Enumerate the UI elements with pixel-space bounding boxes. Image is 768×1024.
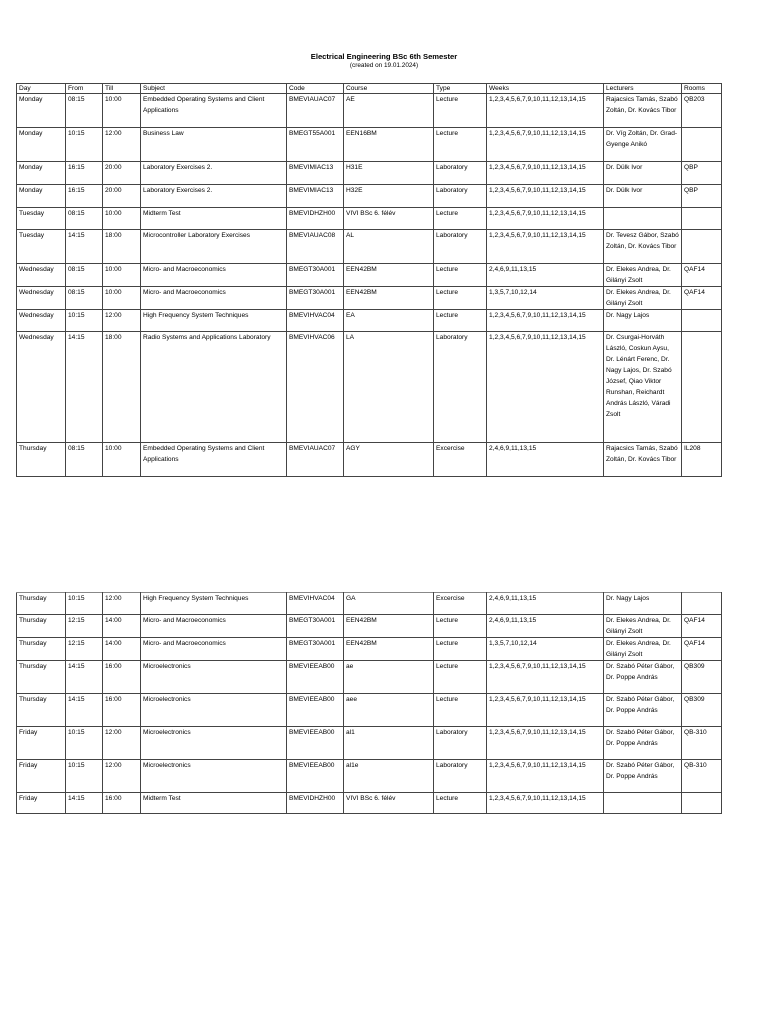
- cell-lecturers: Dr. Víg Zoltán, Dr. Grad-Gyenge Anikó: [604, 128, 682, 162]
- cell-subject: Micro- and Macroeconomics: [141, 287, 287, 310]
- cell-lecturers: Dr. Csurgai-Horváth László, Coskun Aysu, Dr. Lénárt Ferenc, Dr. Nagy Lajos, Dr. Szabó József, Qiao Viktor Runshan, Reichardt András László, Váradi Zsolt: [604, 332, 682, 443]
- cell-code: BMEVIEEAB00: [287, 694, 344, 727]
- cell-from: 10:15: [66, 727, 103, 760]
- cell-lecturers: [604, 208, 682, 230]
- header-subject: Subject: [141, 84, 287, 94]
- cell-course: EEN42BM: [344, 264, 434, 287]
- cell-till: 16:00: [103, 661, 141, 694]
- cell-subject: Microelectronics: [141, 727, 287, 760]
- header-lecturers: Lecturers: [604, 84, 682, 94]
- header-weeks: Weeks: [487, 84, 604, 94]
- cell-course: H31E: [344, 162, 434, 185]
- cell-subject: Radio Systems and Applications Laboratory: [141, 332, 287, 443]
- cell-rooms: QB309: [682, 694, 722, 727]
- cell-code: BMEVIMIAC13: [287, 162, 344, 185]
- cell-from: 14:15: [66, 694, 103, 727]
- cell-weeks: 1,2,3,4,5,6,7,9,10,11,12,13,14,15: [487, 727, 604, 760]
- cell-code: BMEVIAUAC08: [287, 230, 344, 264]
- cell-course: ae: [344, 661, 434, 694]
- cell-code: BMEVIDHZH00: [287, 793, 344, 814]
- cell-day: Friday: [17, 727, 66, 760]
- cell-lecturers: Dr. Szabó Péter Gábor, Dr. Poppe András: [604, 661, 682, 694]
- table-row: [17, 694, 722, 727]
- cell-weeks: 1,2,3,4,5,6,7,9,10,11,12,13,14,15: [487, 310, 604, 332]
- cell-day: Wednesday: [17, 264, 66, 287]
- cell-till: 10:00: [103, 287, 141, 310]
- cell-rooms: QB-310: [682, 760, 722, 793]
- cell-lecturers: Dr. Elekes Andrea, Dr. Gilányi Zsolt: [604, 615, 682, 638]
- cell-rooms: IL208: [682, 443, 722, 477]
- cell-subject: Embedded Operating Systems and Client Applications: [141, 443, 287, 477]
- cell-lecturers: Dr. Elekes Andrea, Dr. Gilányi Zsolt: [604, 287, 682, 310]
- cell-course: VIVI BSc 6. félév: [344, 208, 434, 230]
- cell-day: Wednesday: [17, 310, 66, 332]
- cell-type: Lecture: [434, 208, 487, 230]
- cell-from: 16:15: [66, 162, 103, 185]
- cell-day: Monday: [17, 94, 66, 128]
- cell-course: AL: [344, 230, 434, 264]
- cell-from: 10:15: [66, 128, 103, 162]
- cell-type: Lecture: [434, 287, 487, 310]
- cell-type: Laboratory: [434, 230, 487, 264]
- document-subtitle: (created on 19.01.2024): [349, 62, 419, 69]
- cell-rooms: [682, 310, 722, 332]
- table-row: [17, 332, 722, 443]
- cell-lecturers: Rajacsics Tamás, Szabó Zoltán, Dr. Kovács Tibor: [604, 94, 682, 128]
- cell-lecturers: [604, 793, 682, 814]
- cell-code: BMEGT30A001: [287, 638, 344, 661]
- cell-lecturers: Dr. Tevesz Gábor, Szabó Zoltán, Dr. Kovács Tibor: [604, 230, 682, 264]
- cell-rooms: [682, 593, 722, 615]
- cell-day: Thursday: [17, 615, 66, 638]
- cell-type: Lecture: [434, 638, 487, 661]
- cell-from: 14:15: [66, 332, 103, 443]
- cell-subject: Midterm Test: [141, 208, 287, 230]
- cell-from: 08:15: [66, 264, 103, 287]
- cell-till: 10:00: [103, 264, 141, 287]
- cell-subject: Midterm Test: [141, 793, 287, 814]
- cell-till: 18:00: [103, 230, 141, 264]
- table-body-page-2: [17, 593, 722, 814]
- cell-course: H32E: [344, 185, 434, 208]
- cell-code: BMEVIEEAB00: [287, 661, 344, 694]
- cell-rooms: QB203: [682, 94, 722, 128]
- cell-day: Friday: [17, 793, 66, 814]
- cell-subject: Micro- and Macroeconomics: [141, 615, 287, 638]
- cell-course: LA: [344, 332, 434, 443]
- cell-day: Monday: [17, 185, 66, 208]
- cell-weeks: 1,2,3,4,5,6,7,9,10,11,12,13,14,15: [487, 185, 604, 208]
- cell-from: 14:15: [66, 793, 103, 814]
- cell-course: aee: [344, 694, 434, 727]
- cell-till: 12:00: [103, 593, 141, 615]
- cell-lecturers: Dr. Szabó Péter Gábor, Dr. Poppe András: [604, 694, 682, 727]
- cell-subject: Microelectronics: [141, 760, 287, 793]
- cell-code: BMEVIDHZH00: [287, 208, 344, 230]
- schedule-table-page-1: [16, 83, 722, 477]
- table-row: [17, 185, 722, 208]
- cell-type: Lecture: [434, 793, 487, 814]
- cell-day: Friday: [17, 760, 66, 793]
- cell-subject: High Frequency System Techniques: [141, 593, 287, 615]
- cell-from: 16:15: [66, 185, 103, 208]
- cell-course: GA: [344, 593, 434, 615]
- cell-from: 14:15: [66, 230, 103, 264]
- cell-course: AE: [344, 94, 434, 128]
- cell-weeks: 1,2,3,4,5,6,7,9,10,11,12,13,14,15: [487, 128, 604, 162]
- cell-subject: Microcontroller Laboratory Exercises: [141, 230, 287, 264]
- cell-code: BMEVIMIAC13: [287, 185, 344, 208]
- cell-till: 12:00: [103, 128, 141, 162]
- cell-type: Lecture: [434, 615, 487, 638]
- header-type: Type: [434, 84, 487, 94]
- cell-till: 14:00: [103, 615, 141, 638]
- cell-rooms: QAF14: [682, 638, 722, 661]
- cell-weeks: 1,2,3,4,5,6,7,9,10,11,12,13,14,15: [487, 694, 604, 727]
- cell-till: 16:00: [103, 793, 141, 814]
- table-row: [17, 727, 722, 760]
- cell-subject: Embedded Operating Systems and Client Applications: [141, 94, 287, 128]
- cell-subject: High Frequency System Techniques: [141, 310, 287, 332]
- cell-course: AGY: [344, 443, 434, 477]
- cell-subject: Micro- and Macroeconomics: [141, 264, 287, 287]
- cell-till: 20:00: [103, 162, 141, 185]
- cell-code: BMEGT30A001: [287, 264, 344, 287]
- cell-till: 14:00: [103, 638, 141, 661]
- cell-code: BMEVIEEAB00: [287, 727, 344, 760]
- cell-course: EEN42BM: [344, 615, 434, 638]
- cell-from: 10:15: [66, 593, 103, 615]
- cell-rooms: QBP: [682, 162, 722, 185]
- cell-weeks: 1,2,3,4,5,6,7,9,10,11,12,13,14,15: [487, 793, 604, 814]
- cell-rooms: [682, 208, 722, 230]
- table-row: [17, 760, 722, 793]
- cell-course: VIVI BSc 6. félév: [344, 793, 434, 814]
- header-course: Course: [344, 84, 434, 94]
- cell-till: 10:00: [103, 208, 141, 230]
- cell-lecturers: Dr. Nagy Lajos: [604, 593, 682, 615]
- cell-weeks: 1,2,3,4,5,6,7,9,10,11,12,13,14,15: [487, 162, 604, 185]
- cell-from: 08:15: [66, 94, 103, 128]
- cell-weeks: 1,2,3,4,5,6,7,9,10,11,12,13,14,15: [487, 760, 604, 793]
- cell-rooms: [682, 332, 722, 443]
- cell-rooms: QAF14: [682, 264, 722, 287]
- cell-from: 10:15: [66, 760, 103, 793]
- header-till: Till: [103, 84, 141, 94]
- cell-type: Lecture: [434, 694, 487, 727]
- cell-subject: Laboratory Exercises 2.: [141, 162, 287, 185]
- cell-course: EEN42BM: [344, 287, 434, 310]
- cell-lecturers: Dr. Szabó Péter Gábor, Dr. Poppe András: [604, 727, 682, 760]
- cell-type: Laboratory: [434, 162, 487, 185]
- cell-lecturers: Dr. Szabó Péter Gábor, Dr. Poppe András: [604, 760, 682, 793]
- cell-rooms: [682, 793, 722, 814]
- cell-type: Laboratory: [434, 727, 487, 760]
- cell-rooms: QB309: [682, 661, 722, 694]
- cell-day: Thursday: [17, 661, 66, 694]
- table-body-page-1: [17, 94, 722, 477]
- cell-code: BMEVIAUAC07: [287, 443, 344, 477]
- cell-rooms: QBP: [682, 185, 722, 208]
- cell-till: 10:00: [103, 443, 141, 477]
- cell-type: Lecture: [434, 264, 487, 287]
- cell-lecturers: Dr. Elekes Andrea, Dr. Gilányi Zsolt: [604, 264, 682, 287]
- cell-till: 18:00: [103, 332, 141, 443]
- cell-weeks: 2,4,6,9,11,13,15: [487, 593, 604, 615]
- cell-type: Laboratory: [434, 185, 487, 208]
- table-header-row: [17, 84, 722, 94]
- cell-rooms: QB-310: [682, 727, 722, 760]
- cell-day: Monday: [17, 162, 66, 185]
- cell-lecturers: Dr. Dülk Ivor: [604, 162, 682, 185]
- cell-day: Wednesday: [17, 287, 66, 310]
- cell-day: Thursday: [17, 593, 66, 615]
- table-row: [17, 615, 722, 638]
- header-from: From: [66, 84, 103, 94]
- table-row: [17, 128, 722, 162]
- cell-rooms: [682, 230, 722, 264]
- cell-course: EEN42BM: [344, 638, 434, 661]
- cell-course: EEN16BM: [344, 128, 434, 162]
- cell-rooms: QAF14: [682, 615, 722, 638]
- cell-code: BMEVIHVAC04: [287, 593, 344, 615]
- cell-weeks: 1,2,3,4,5,6,7,9,10,11,12,13,14,15: [487, 661, 604, 694]
- cell-till: 16:00: [103, 694, 141, 727]
- cell-till: 12:00: [103, 310, 141, 332]
- cell-subject: Laboratory Exercises 2.: [141, 185, 287, 208]
- cell-from: 08:15: [66, 443, 103, 477]
- cell-lecturers: Dr. Dülk Ivor: [604, 185, 682, 208]
- cell-lecturers: Rajacsics Tamás, Szabó Zoltán, Dr. Kovács Tibor: [604, 443, 682, 477]
- cell-code: BMEGT30A001: [287, 615, 344, 638]
- cell-course: al1e: [344, 760, 434, 793]
- cell-code: BMEGT30A001: [287, 287, 344, 310]
- cell-weeks: 1,2,3,4,5,6,7,9,10,11,12,13,14,15: [487, 332, 604, 443]
- header-rooms: Rooms: [682, 84, 722, 94]
- cell-weeks: 2,4,6,9,11,13,15: [487, 615, 604, 638]
- cell-type: Excercise: [434, 443, 487, 477]
- cell-weeks: 1,2,3,4,5,6,7,9,10,11,12,13,14,15: [487, 230, 604, 264]
- cell-weeks: 1,2,3,4,5,6,7,9,10,11,12,13,14,15: [487, 94, 604, 128]
- cell-day: Thursday: [17, 443, 66, 477]
- cell-type: Excercise: [434, 593, 487, 615]
- cell-day: Thursday: [17, 694, 66, 727]
- cell-till: 10:00: [103, 94, 141, 128]
- cell-day: Monday: [17, 128, 66, 162]
- cell-subject: Micro- and Macroeconomics: [141, 638, 287, 661]
- header-code: Code: [287, 84, 344, 94]
- cell-type: Lecture: [434, 94, 487, 128]
- cell-from: 10:15: [66, 310, 103, 332]
- table-row: [17, 443, 722, 477]
- cell-type: Lecture: [434, 310, 487, 332]
- cell-weeks: 1,2,3,4,5,6,7,9,10,11,12,13,14,15: [487, 208, 604, 230]
- cell-type: Laboratory: [434, 332, 487, 443]
- table-row: [17, 310, 722, 332]
- cell-weeks: 2,4,6,9,11,13,15: [487, 443, 604, 477]
- cell-subject: Microelectronics: [141, 694, 287, 727]
- table-row: [17, 638, 722, 661]
- cell-code: BMEVIAUAC07: [287, 94, 344, 128]
- cell-rooms: [682, 128, 722, 162]
- cell-code: BMEVIEEAB00: [287, 760, 344, 793]
- cell-code: BMEVIHVAC06: [287, 332, 344, 443]
- cell-subject: Microelectronics: [141, 661, 287, 694]
- cell-from: 08:15: [66, 287, 103, 310]
- cell-code: BMEGT55A001: [287, 128, 344, 162]
- table-row: [17, 94, 722, 128]
- table-row: [17, 230, 722, 264]
- cell-day: Tuesday: [17, 208, 66, 230]
- cell-from: 14:15: [66, 661, 103, 694]
- table-row: [17, 162, 722, 185]
- cell-day: Tuesday: [17, 230, 66, 264]
- cell-weeks: 2,4,6,9,11,13,15: [487, 264, 604, 287]
- cell-course: EA: [344, 310, 434, 332]
- cell-till: 20:00: [103, 185, 141, 208]
- table-row: [17, 264, 722, 287]
- cell-weeks: 1,3,5,7,10,12,14: [487, 638, 604, 661]
- cell-lecturers: Dr. Elekes Andrea, Dr. Gilányi Zsolt: [604, 638, 682, 661]
- cell-till: 12:00: [103, 760, 141, 793]
- table-row: [17, 593, 722, 615]
- cell-from: 12:15: [66, 615, 103, 638]
- table-row: [17, 661, 722, 694]
- cell-subject: Business Law: [141, 128, 287, 162]
- table-row: [17, 793, 722, 814]
- schedule-table-page-2: [16, 592, 722, 814]
- cell-type: Lecture: [434, 128, 487, 162]
- cell-from: 08:15: [66, 208, 103, 230]
- document-title: Electrical Engineering BSc 6th Semester: [310, 52, 458, 61]
- cell-weeks: 1,3,5,7,10,12,14: [487, 287, 604, 310]
- table-row: [17, 208, 722, 230]
- cell-from: 12:15: [66, 638, 103, 661]
- cell-rooms: QAF14: [682, 287, 722, 310]
- cell-code: BMEVIHVAC04: [287, 310, 344, 332]
- cell-till: 12:00: [103, 727, 141, 760]
- header-day: Day: [17, 84, 66, 94]
- cell-lecturers: Dr. Nagy Lajos: [604, 310, 682, 332]
- table-row: [17, 287, 722, 310]
- cell-type: Laboratory: [434, 760, 487, 793]
- cell-day: Thursday: [17, 638, 66, 661]
- cell-type: Lecture: [434, 661, 487, 694]
- cell-day: Wednesday: [17, 332, 66, 443]
- cell-course: al1: [344, 727, 434, 760]
